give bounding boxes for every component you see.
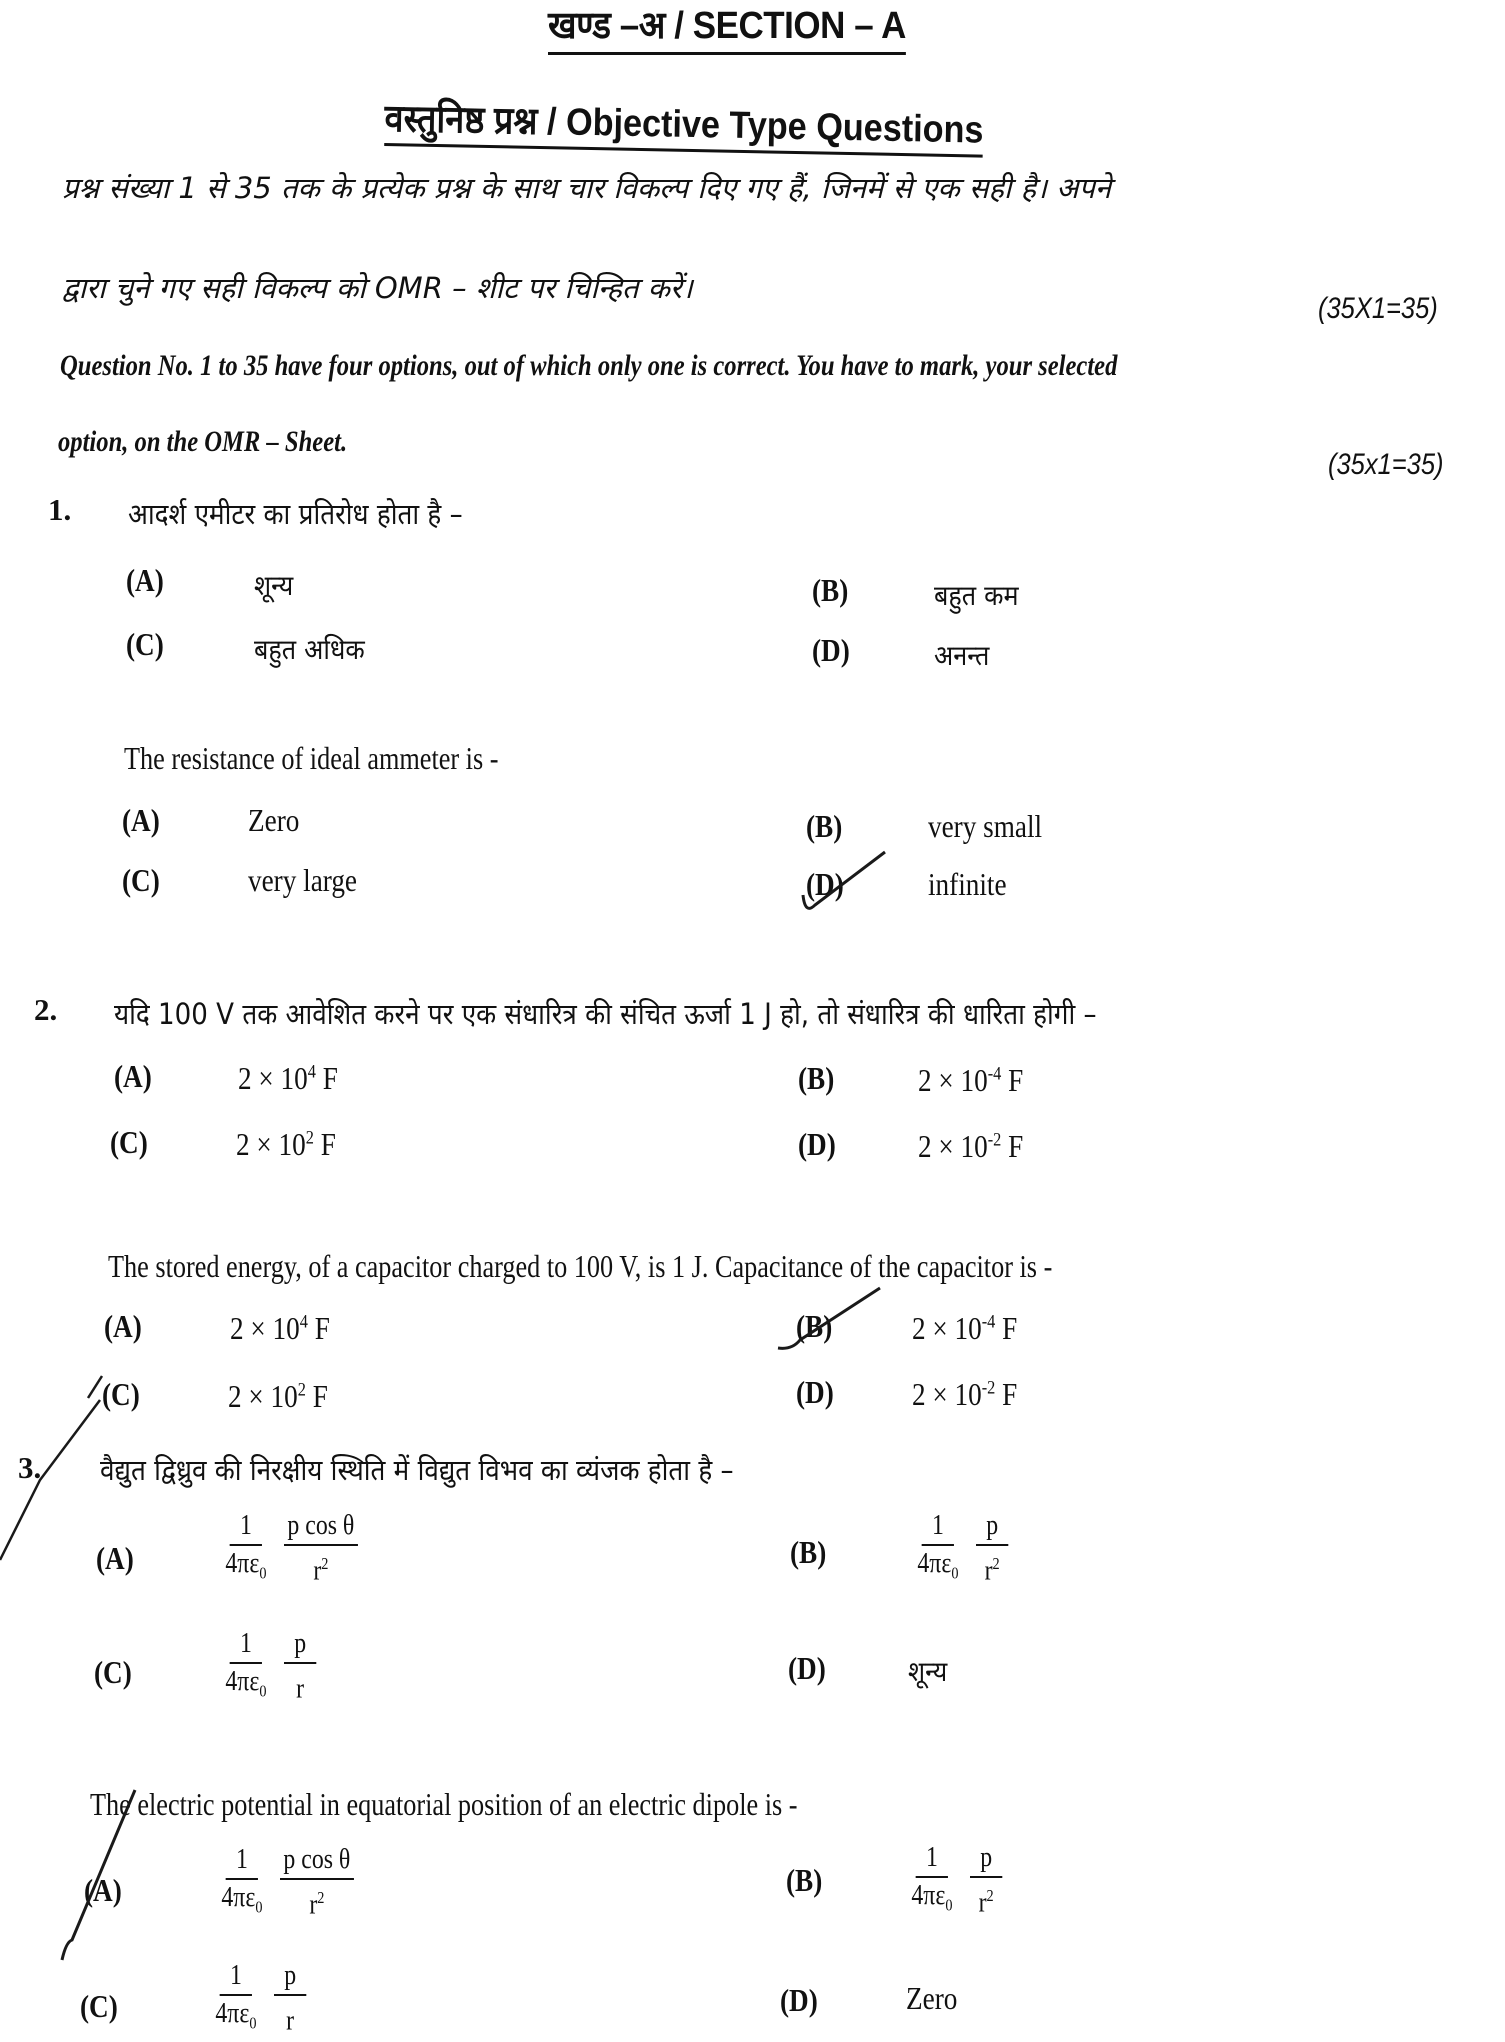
option-label-d[interactable]: (D) [788,1650,826,1686]
option-text-d-en: infinite [928,866,1007,902]
marks-english: (35x1=35) [1328,448,1444,481]
option-label-b-en[interactable]: (B) [796,1308,833,1344]
option-label-b[interactable]: (B) [790,1534,827,1570]
option-text-a: शून्य [254,569,294,602]
instructions-hindi-line1: प्रश्न संख्या 1 से 35 तक के प्रत्येक प्रश्न के साथ चार विकल्प दिए गए हैं, जिनमें से एक सही है। अपने [62,171,1111,205]
option-text-d: अनन्त [934,639,990,672]
option-formula-c: $\frac{1}{4\pi\varepsilon_0}$ $\frac{p}{r}$ [222,1626,322,1710]
option-text-c: बहुत अधिक [254,633,365,666]
question-text-hindi: आदर्श एमीटर का प्रतिरोध होता है – [128,497,463,531]
option-text-d-en: $2 \times 10^{-2}$ F [912,1376,1018,1412]
option-text-d-en: Zero [906,1980,958,2016]
question-text-english: The stored energy, of a capacitor charged to 100 V, is 1 J. Capacitance of the capacitor is - [108,1248,1053,1284]
question-text-hindi: वैद्युत द्विध्रुव की निरक्षीय स्थिति में विद्युत विभव का व्यंजक होता है – [100,1453,734,1487]
question-text-english: The electric potential in equatorial position of an electric dipole is - [90,1786,798,1822]
option-label-a[interactable]: (A) [96,1540,134,1576]
option-text-d: शून्य [908,1655,948,1688]
option-label-a-en[interactable]: (A) [122,802,160,838]
option-label-d-en[interactable]: (D) [806,866,844,902]
option-label-c[interactable]: (C) [110,1124,148,1160]
option-label-c[interactable]: (C) [94,1654,132,1690]
option-label-d[interactable]: (D) [812,632,850,668]
option-formula-a: $\frac{1}{4\pi\varepsilon_0}$ $\frac{\text{p cos θ}}{r^2}$ [222,1508,371,1592]
question-number: 2. [34,992,58,1027]
option-formula-a-en: $\frac{1}{4\pi\varepsilon_0}$ $\frac{\text{p cos θ}}{r^2}$ [218,1842,367,1926]
option-label-a-en[interactable]: (A) [104,1308,142,1344]
option-text-c-en: $2 \times 10^2$ F [228,1378,328,1414]
instructions-hindi-line2: द्वारा चुने गए सही विकल्प को OMR – शीट पर चिन्हित करें। [62,271,693,305]
option-label-a[interactable]: (A) [114,1058,152,1094]
option-text-a-en: $2 \times 10^4$ F [230,1310,330,1346]
option-text-a: $2 \times 10^4$ F [238,1060,338,1096]
slash-mark-q2-c [88,1376,102,1398]
option-text-b: बहुत कम [934,579,1019,612]
option-label-c-en[interactable]: (C) [122,862,160,898]
option-text-a-en: Zero [248,802,300,838]
marks-hindi: (35X1=35) [1318,292,1438,325]
option-label-b-en[interactable]: (B) [806,808,843,844]
option-text-b-en: very small [928,808,1043,844]
option-formula-c-en: $\frac{1}{4\pi\varepsilon_0}$ $\frac{p}{r}$ [212,1958,312,2042]
option-formula-b: $\frac{1}{4\pi\varepsilon_0}$ $\frac{p}{r^2}$ [914,1508,1014,1592]
option-label-c[interactable]: (C) [126,626,164,662]
option-label-c-en[interactable]: (C) [80,1988,118,2024]
instructions-english-line1: Question No. 1 to 35 have four options, out of which only one is correct. You have to mark, your selected [60,349,1118,382]
option-text-c-en: very large [248,862,357,898]
question-text-english: The resistance of ideal ammeter is - [124,740,499,776]
option-label-c-en[interactable]: (C) [102,1376,140,1412]
option-label-b-en[interactable]: (B) [786,1862,823,1898]
question-number: 1. [48,492,72,527]
option-text-b-en: $2 \times 10^{-4}$ F [912,1310,1018,1346]
option-label-b[interactable]: (B) [812,572,849,608]
section-title: खण्ड –अ / SECTION – A [548,2,906,55]
option-formula-b-en: $\frac{1}{4\pi\varepsilon_0}$ $\frac{p}{r^2}$ [908,1840,1008,1924]
option-label-a-en[interactable]: (A) [84,1872,122,1908]
question-text-hindi: यदि 100 V तक आवेशित करने पर एक संधारित्र की संचित ऊर्जा 1 J हो, तो संधारित्र की धारिता होगी – [114,997,1097,1031]
slash-mark-q3-number [0,1400,100,1560]
instructions-english-line2: option, on the OMR – Sheet. [58,425,348,458]
option-text-d: $2 \times 10^{-2}$ F [918,1128,1024,1164]
option-label-d[interactable]: (D) [798,1126,836,1162]
question-number: 3. [18,1450,42,1485]
option-label-a[interactable]: (A) [126,562,164,598]
option-label-d-en[interactable]: (D) [796,1374,834,1410]
option-label-b[interactable]: (B) [798,1060,835,1096]
objective-subtitle: वस्तुनिष्ठ प्रश्न / Objective Type Questions [384,95,984,158]
option-label-d-en[interactable]: (D) [780,1982,818,2018]
option-text-c: $2 \times 10^2$ F [236,1126,336,1162]
option-text-b: $2 \times 10^{-4}$ F [918,1062,1024,1098]
